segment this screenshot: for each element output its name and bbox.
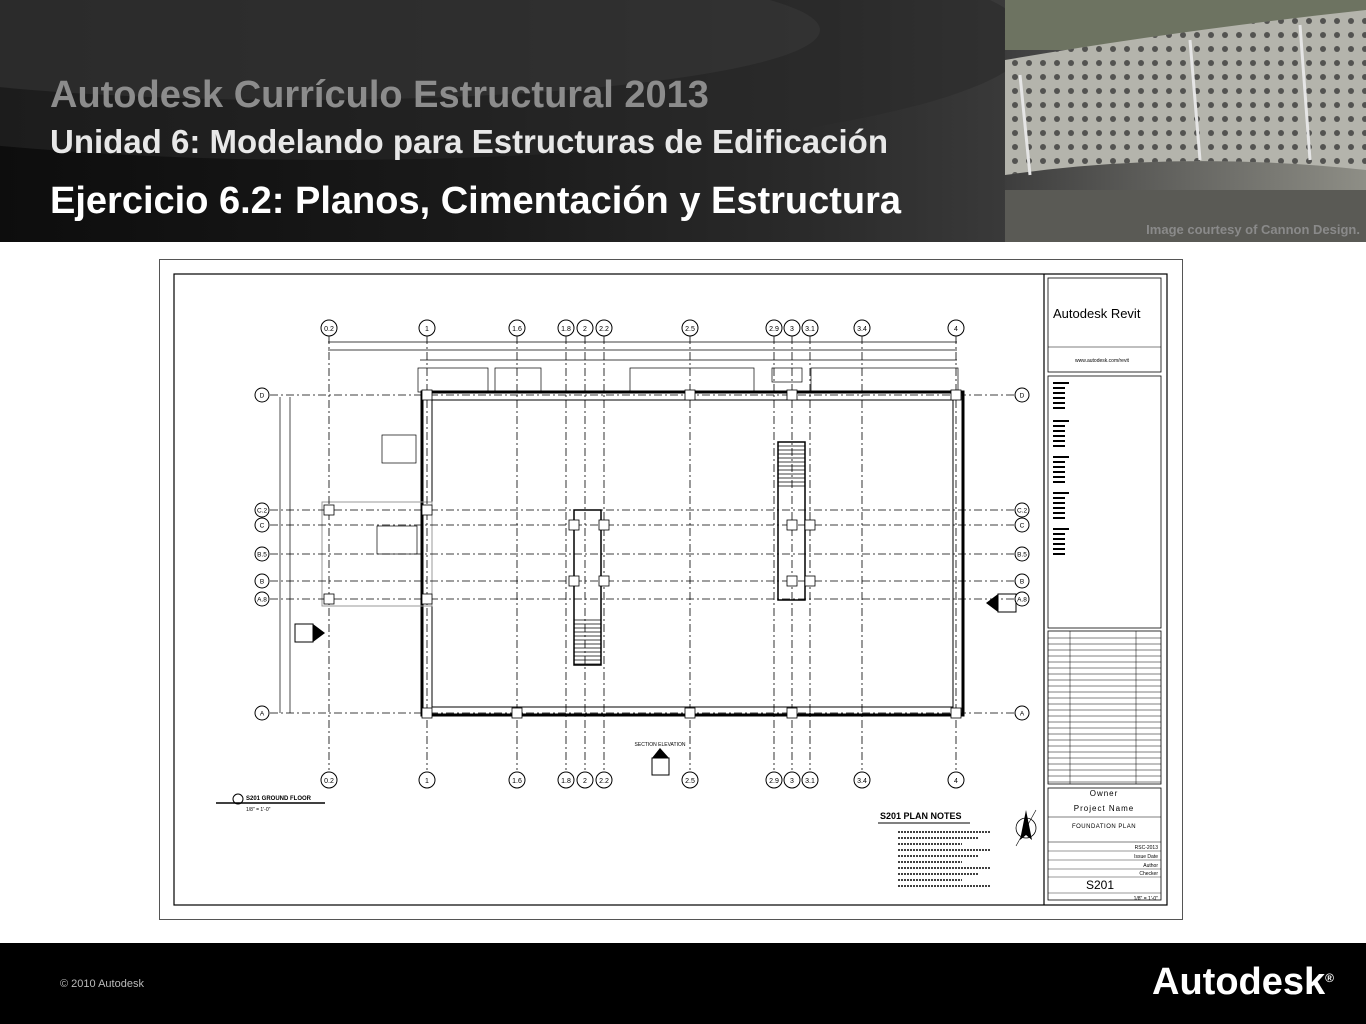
grid-label: 4: [954, 326, 958, 333]
section-marker-right: [986, 594, 1016, 612]
plan-notes: [878, 811, 990, 886]
grid-label: 2: [583, 778, 587, 785]
grid-label: C: [1019, 522, 1025, 530]
pier-footing: [569, 576, 579, 586]
grid-label: 2.5: [685, 778, 695, 785]
pier-footing: [422, 594, 432, 604]
grid-label: 3.1: [805, 326, 815, 333]
pier-footing: [685, 708, 695, 718]
grid-bubble-col: [558, 772, 574, 788]
sheet-name-text: FOUNDATION PLAN: [1071, 824, 1137, 830]
pier-footing: [805, 576, 815, 586]
grid-label: 3: [790, 326, 794, 333]
section-label: SECTION ELEVATION: [634, 742, 686, 748]
view-title-text: S201 GROUND FLOOR: [246, 796, 312, 802]
grid-label: C.2: [1016, 507, 1028, 515]
grid-bubble-col: [509, 320, 525, 336]
unit-title: Unidad 6: Modelando para Estructuras de Edificación: [50, 123, 888, 160]
grid-bubble-row: [255, 503, 269, 517]
pier-footing: [599, 576, 609, 586]
grid-bubble-col: [577, 320, 593, 336]
grid-bubble-row: [1015, 503, 1029, 517]
grid-label: 4: [954, 778, 958, 785]
pier-footing: [512, 708, 522, 718]
grid-label: 0.2: [324, 326, 334, 333]
title-block: [1044, 274, 1161, 905]
image-credit: Image courtesy of Cannon Design.: [1146, 222, 1360, 237]
slide-header: [0, 0, 1366, 242]
grid-bubble-row: [1015, 388, 1029, 402]
grid-label: 2.5: [685, 326, 695, 333]
revit-logo-text: Autodesk Revit: [1053, 306, 1141, 321]
grid-label: B.5: [1017, 551, 1027, 559]
grid-bubble-col: [766, 772, 782, 788]
grid-label: A: [1019, 710, 1025, 718]
scale-value: 1/8" = 1'-0": [1133, 896, 1158, 902]
grid-label: 1.6: [512, 778, 522, 785]
date-value: Issue Date: [1134, 854, 1158, 860]
grid-bubble-row: [255, 518, 269, 532]
section-marker-left: [295, 624, 325, 642]
grid-bubble-col: [321, 772, 337, 788]
grid-label: 3.1: [805, 778, 815, 785]
project-name-text: Project Name: [1073, 804, 1135, 813]
grid-bubble-col: [802, 772, 818, 788]
grid-label: 2.9: [769, 778, 779, 785]
pier-footing: [422, 390, 432, 400]
grid-label: 3.4: [857, 326, 867, 333]
grid-bubble-col: [854, 772, 870, 788]
grid-label: 2.2: [599, 778, 609, 785]
pier-footing: [787, 520, 797, 530]
exercise-title: Ejercicio 6.2: Planos, Cimentación y Estructura: [50, 180, 902, 222]
view-scale: 1/8" = 1'-0": [246, 807, 271, 813]
grid-label: C.2: [256, 507, 268, 515]
pier-footing: [324, 594, 334, 604]
section-marker-bottom: [635, 742, 686, 775]
grid-bubble-col: [321, 320, 337, 336]
grid-label: 1.8: [561, 778, 571, 785]
pier-footing: [951, 390, 961, 400]
grid-label: 2: [583, 326, 587, 333]
view-title: [216, 794, 325, 813]
grid-label: 2.9: [769, 326, 779, 333]
grid-label: B.5: [257, 551, 267, 559]
pier-footing: [951, 708, 961, 718]
grid-bubble-row: [1015, 547, 1029, 561]
grid-label: B: [1019, 578, 1025, 586]
pier-footing: [422, 708, 432, 718]
autodesk-logo: Autodesk®: [1152, 961, 1334, 1003]
pier-footing: [599, 520, 609, 530]
grid-label: C: [259, 522, 265, 530]
grid-label: 1: [425, 778, 429, 785]
grid-bubble-row: [1015, 592, 1029, 606]
grid-bubble-row: [255, 388, 269, 402]
grid-bubble-col: [682, 772, 698, 788]
grid-bubble-col: [854, 320, 870, 336]
plan-drawing: [160, 260, 1182, 919]
grid-bubble-col: [802, 320, 818, 336]
grid-label: A.8: [1017, 596, 1027, 604]
grid-bubble-col: [784, 320, 800, 336]
grid-label: 1.8: [561, 326, 571, 333]
pier-footing: [787, 708, 797, 718]
grid-bubble-col: [596, 772, 612, 788]
slide-footer: [0, 943, 1366, 1024]
grid-bubble-col: [577, 772, 593, 788]
website-text: www.autodesk.com/revit: [1075, 358, 1129, 364]
grid-bubble-col: [682, 320, 698, 336]
pier-footing: [324, 505, 334, 515]
grid-bubble-row: [1015, 518, 1029, 532]
grid-bubble-col: [784, 772, 800, 788]
grid-bubble-col: [419, 320, 435, 336]
grid-bubble-row: [1015, 706, 1029, 720]
grid-label: 0.2: [324, 778, 334, 785]
foundation-plan-sheet: [159, 259, 1183, 920]
pier-footing: [787, 576, 797, 586]
grid-label: A: [259, 710, 265, 718]
pier-footing: [569, 520, 579, 530]
pier-footing: [805, 520, 815, 530]
grid-bubble-col: [509, 772, 525, 788]
grid-bubble-col: [948, 772, 964, 788]
plan-notes-title: S201 PLAN NOTES: [880, 811, 962, 821]
grid-bubble-col: [766, 320, 782, 336]
grid-label: D: [1019, 392, 1025, 400]
checked-by-value: Checker: [1139, 871, 1158, 877]
grid-bubble-col: [558, 320, 574, 336]
grid-bubble-col: [948, 320, 964, 336]
pier-footing: [422, 505, 432, 515]
grid-label: 3.4: [857, 778, 867, 785]
brand-text: Autodesk: [1152, 961, 1326, 1003]
course-title: Autodesk Currículo Estructural 2013: [50, 74, 709, 116]
grid-label: 2.2: [599, 326, 609, 333]
owner-text: Owner: [1089, 789, 1119, 798]
grid-bubble-col: [596, 320, 612, 336]
grid-label: 1: [425, 326, 429, 333]
grid-label: B: [259, 578, 265, 586]
project-number: RSC-2013: [1134, 845, 1158, 851]
sheet-number: S201: [1086, 878, 1115, 892]
grid-bubble-row: [255, 706, 269, 720]
grid-bubble-row: [255, 592, 269, 606]
grid-label: A.8: [257, 596, 267, 604]
pier-footing: [787, 390, 797, 400]
drawn-by-value: Author: [1143, 863, 1158, 869]
grid-bubble-row: [255, 574, 269, 588]
pier-footing: [685, 390, 695, 400]
grid-bubble-row: [255, 547, 269, 561]
copyright-text: © 2010 Autodesk: [60, 978, 144, 990]
grid-label: 1.6: [512, 326, 522, 333]
north-arrow: [1016, 810, 1036, 846]
grid-bubble-col: [419, 772, 435, 788]
grid-bubble-row: [1015, 574, 1029, 588]
grid-label: D: [259, 392, 265, 400]
grid-label: 3: [790, 778, 794, 785]
